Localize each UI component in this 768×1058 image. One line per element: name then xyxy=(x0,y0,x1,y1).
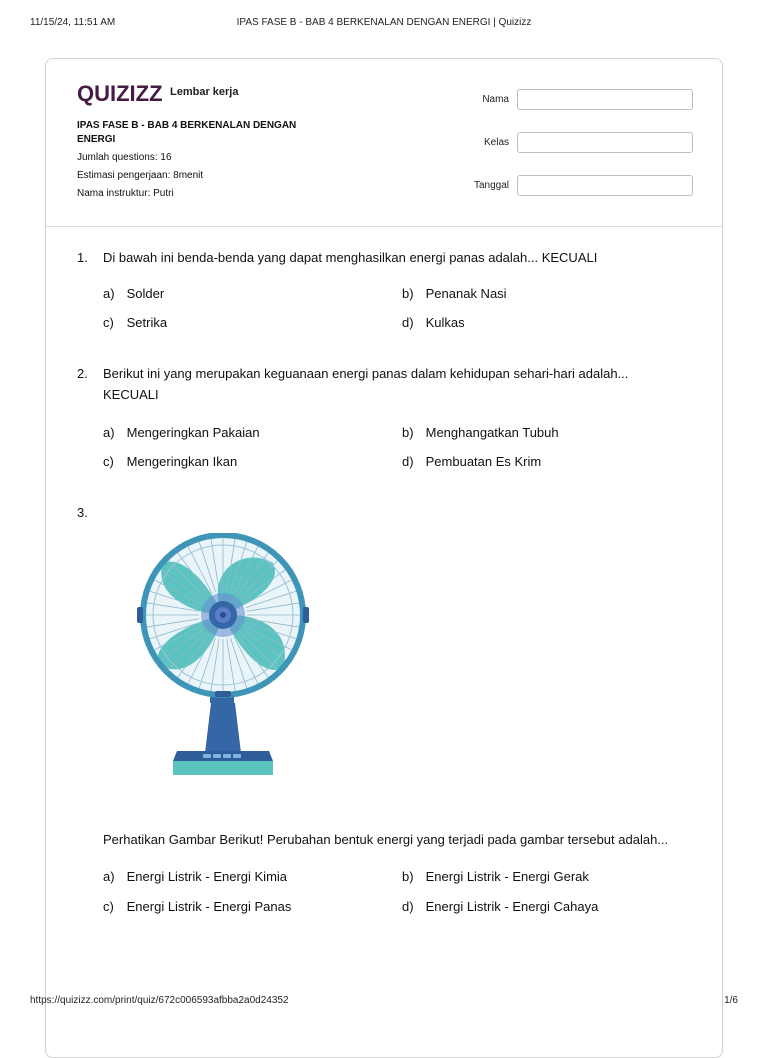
class-field[interactable] xyxy=(517,132,693,153)
question-2-option-b: b) Menghangatkan Tubuh xyxy=(402,425,559,440)
print-url: https://quizizz.com/print/quiz/672c006593afbba2a0d24352 xyxy=(30,995,289,1006)
question-2-option-a: a) Mengeringkan Pakaian xyxy=(103,425,260,440)
print-header xyxy=(30,17,738,31)
date-label: Tanggal xyxy=(473,180,509,191)
print-page-title: IPAS FASE B - BAB 4 BERKENALAN DENGAN ENERGI | Quizizz xyxy=(236,17,532,28)
question-3-option-a: a) Energi Listrik - Energi Kimia xyxy=(103,869,288,884)
question-1-option-b: b) Penanak Nasi xyxy=(402,286,507,301)
question-3-option-c: c) Energi Listrik - Energi Panas xyxy=(103,899,292,914)
worksheet xyxy=(45,58,723,1058)
question-3-option-d: d) Energi Listrik - Energi Cahaya xyxy=(402,899,599,914)
class-label: Kelas xyxy=(483,137,509,148)
sheet-label: Lembar kerja xyxy=(170,86,239,98)
fan-base xyxy=(173,761,273,775)
question-3-option-b: b) Energi Listrik - Energi Gerak xyxy=(402,869,589,884)
question-3-number: 3. xyxy=(77,505,88,520)
quiz-title: IPAS FASE B - BAB 4 BERKENALAN DENGAN ENERGI xyxy=(77,120,297,145)
instructor-name: Nama instruktur: Putri xyxy=(77,188,174,199)
question-2-number: 2. xyxy=(77,366,88,381)
electric-fan-image xyxy=(133,533,313,775)
question-count: Jumlah questions: 16 xyxy=(77,152,172,163)
quizizz-logo-text: QUIZIZZ xyxy=(77,81,163,106)
question-1-number: 1. xyxy=(77,250,88,265)
print-page-number: 1/6 xyxy=(724,995,738,1006)
worksheet-header xyxy=(46,59,722,227)
question-2-option-d: d) Pembuatan Es Krim xyxy=(402,454,542,469)
fan-stand xyxy=(205,703,241,753)
quizizz-logo xyxy=(77,80,167,106)
fan-clip-left xyxy=(137,607,143,623)
estimated-time: Estimasi pengerjaan: 8menit xyxy=(77,170,204,181)
question-1-option-c: c) Setrika xyxy=(103,315,168,330)
name-label: Nama xyxy=(482,94,509,105)
question-3-text: Perhatikan Gambar Berikut! Perubahan bentuk energi yang terjadi pada gambar tersebut adalah... xyxy=(103,832,669,847)
question-1-option-a: a) Solder xyxy=(103,286,165,301)
question-1-text: Di bawah ini benda-benda yang dapat menghasilkan energi panas adalah... KECUALI xyxy=(103,250,598,265)
print-datetime: 11/15/24, 11:51 AM xyxy=(30,17,116,28)
date-field[interactable] xyxy=(517,175,693,196)
question-2-option-c: c) Mengeringkan Ikan xyxy=(103,454,238,469)
fan-clip-right xyxy=(303,607,309,623)
question-2-text: Berikut ini yang merupakan keguanaan energi panas dalam kehidupan sehari-hari adalah... KECUALI xyxy=(103,366,629,402)
fan-clip-bottom xyxy=(215,691,231,697)
question-1-option-d: d) Kulkas xyxy=(402,315,465,330)
fan-hub-cap xyxy=(220,612,226,618)
name-field[interactable] xyxy=(517,89,693,110)
print-footer xyxy=(30,995,738,1009)
